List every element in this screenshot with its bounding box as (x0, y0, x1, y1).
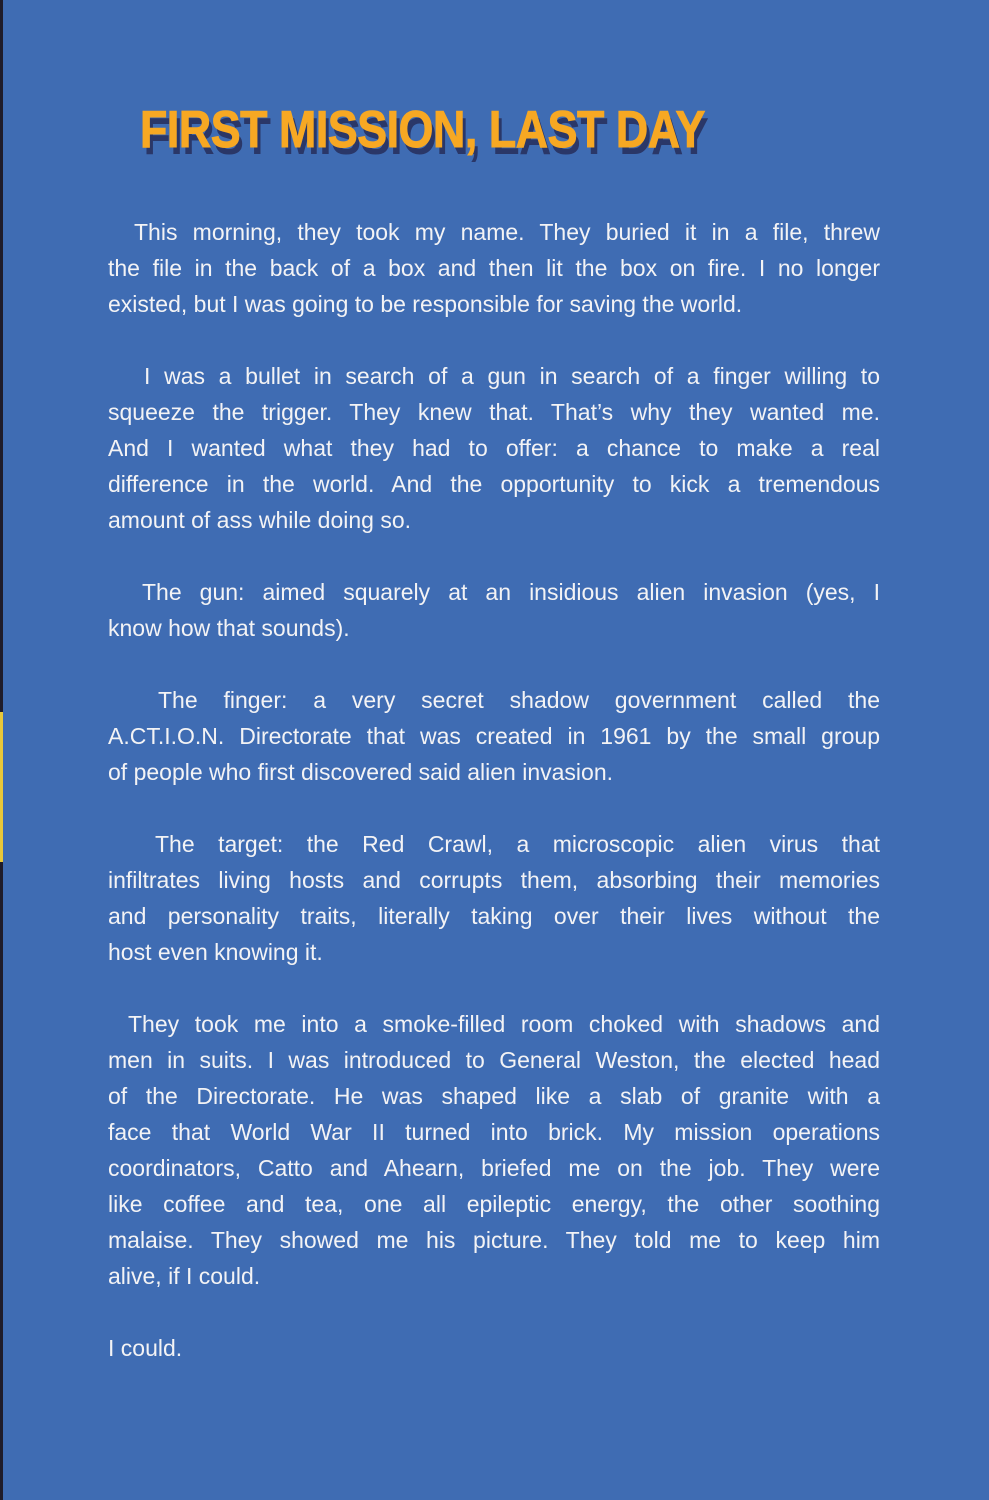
text-line: difference in the world. And the opportunity to kick a tremendous (108, 471, 880, 497)
text-line: and personality traits, literally taking over their lives without the (108, 903, 880, 929)
text-line: host even knowing it. (108, 939, 323, 965)
text-line: The target: the Red Crawl, a microscopic alien virus that (155, 831, 880, 857)
text-line: alive, if I could. (108, 1263, 261, 1289)
text-line: existed, but I was going to be responsible for saving the world. (108, 291, 743, 317)
text-line: I was a bullet in search of a gun in search of a finger willing to (144, 363, 880, 389)
page-edge-marker (0, 712, 3, 862)
text-line: infiltrates living hosts and corrupts them, absorbing their memories (108, 867, 880, 893)
text-line: coordinators, Catto and Ahearn, briefed me on the job. They were (108, 1155, 880, 1181)
text-line: malaise. They showed me his picture. They told me to keep him (108, 1227, 880, 1253)
text-line: of people who first discovered said alien invasion. (108, 759, 614, 785)
chapter-title: FIRST MISSION, LAST DAY (140, 101, 705, 159)
paragraph (108, 214, 880, 322)
text-line: men in suits. I was introduced to General Weston, the elected head (108, 1047, 880, 1073)
text-line: They took me into a smoke-filled room choked with shadows and (128, 1011, 880, 1037)
text-line: I could. (108, 1335, 183, 1361)
text-line: face that World War II turned into brick. My mission operations (108, 1119, 880, 1145)
text-line: The finger: a very secret shadow government called the (158, 687, 880, 713)
paragraph (108, 358, 880, 538)
text-line: like coffee and tea, one all epileptic energy, the other soothing (108, 1191, 880, 1217)
text-line: the file in the back of a box and then lit the box on fire. I no longer (108, 255, 880, 281)
paragraph (108, 682, 880, 790)
text-line: of the Directorate. He was shaped like a slab of granite with a (108, 1083, 880, 1109)
paragraph (108, 1006, 880, 1294)
paragraph (108, 1330, 880, 1366)
chapter-body (108, 214, 880, 1402)
text-line: This morning, they took my name. They buried it in a file, threw (134, 219, 880, 245)
text-line: amount of ass while doing so. (108, 507, 412, 533)
text-line: And I wanted what they had to offer: a chance to make a real (108, 435, 880, 461)
text-line: A.CT.I.O.N. Directorate that was created in 1961 by the small group (108, 723, 880, 749)
text-line: know how that sounds). (108, 615, 350, 641)
text-line: The gun: aimed squarely at an insidious alien invasion (yes, I (142, 579, 880, 605)
paragraph (108, 826, 880, 970)
text-line: squeeze the trigger. They knew that. That’s why they wanted me. (108, 399, 880, 425)
paragraph (108, 574, 880, 646)
